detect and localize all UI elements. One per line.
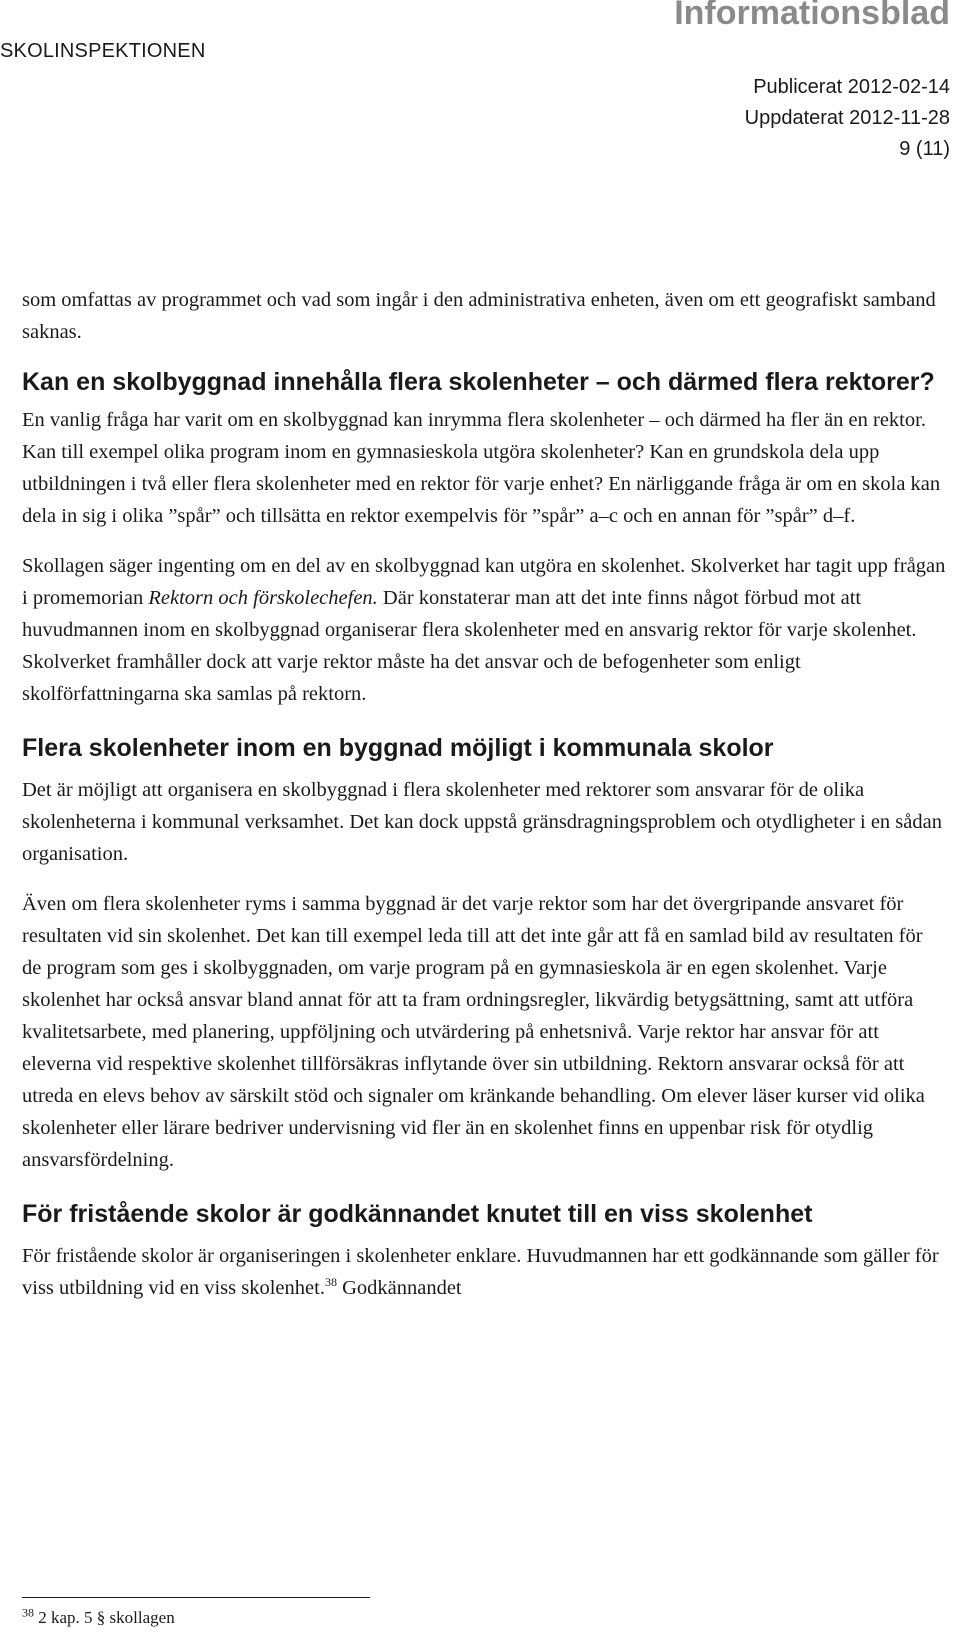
- footnote-text: 2 kap. 5 § skollagen: [38, 1608, 175, 1627]
- paragraph-continuation: som omfattas av programmet och vad som ingår i den administrativa enheten, även om ett geografiskt samband saknas.: [22, 289, 936, 343]
- question-heading: Kan en skolbyggnad innehålla flera skolenheter – och därmed flera rektorer?: [22, 368, 935, 396]
- footnote-divider: [22, 1597, 370, 1598]
- footnote: [22, 1605, 175, 1628]
- paragraph-text: Godkännandet: [342, 1277, 462, 1299]
- paragraph-responsibility: Även om flera skolenheter ryms i samma byggnad är det varje rektor som har det övergripande ansvaret för resultaten vid sin skolenhet. Det kan till exempel leda till att det inte går att få en samlad bild av resultaten för de program som ges i skolbyggnaden, om varje program på en gymnasieskola är en egen skolenhet. Varje skolenhet har också ansvar bland annat för att ta fram ordningsregler, likvärdig betygsättning, samt att utföra kvalitetsarbete, med planering, uppföljning och utvärdering på enhetsnivå. Varje rektor har ansvar för att eleverna vid respektive skolenhet tillförsäkras inflytande över sin utbildning. Rektorn ansvarar också för att utreda en elevs behov av särskilt stöd och signaler om kränkande behandling. Om elever läser kurser vid olika skolenheter eller lärare bedriver undervisning vid fler än en skolenhet finns en uppenbar risk för otydlig ansvarsfördelning.: [22, 893, 925, 1171]
- page-number: 9 (11): [899, 138, 950, 160]
- section-heading-municipal: Flera skolenheter inom en byggnad möjligt i kommunala skolor: [22, 734, 774, 762]
- footnote-number: 38: [22, 1605, 34, 1620]
- footnote-reference[interactable]: 38: [324, 1275, 337, 1290]
- paragraph-independent: [22, 1240, 947, 1304]
- paragraph-question: En vanlig fråga har varit om en skolbyggnad kan inrymma flera skolenheter – och därmed ha fler än en rektor. Kan till exempel olika program inom en gymnasieskola utgöra skolenheter? Kan en grundskola dela upp utbildningen i två eller flera skolenheter med en rektor för varje enhet? En närliggande fråga är om en skola kan dela in sig i olika ”spår” och tillsätta en rektor exempelvis för ”spår” a–c och en annan för ”spår” d–f.: [22, 409, 941, 527]
- document-type-title: Informationsblad: [674, 0, 950, 32]
- section-heading-independent: För fristående skolor är godkännandet knutet till en viss skolenhet: [22, 1200, 813, 1228]
- document-meta: [745, 72, 950, 165]
- paragraph-text: För fristående skolor är organiseringen i skolenheter enklare. Huvudmannen har ett godkännande som gäller för viss utbildning vid en viss skolenhet.: [22, 1245, 939, 1299]
- paragraph-municipal: Det är möjligt att organisera en skolbyggnad i flera skolenheter med rektorer som ansvarar för de olika skolenheterna i kommunal verksamhet. Det kan dock uppstå gränsdragningsproblem och otydligheter i en sådan organisation.: [22, 779, 942, 865]
- published-date: Publicerat 2012-02-14: [753, 76, 950, 98]
- organization-name: SKOLINSPEKTIONEN: [0, 40, 206, 62]
- document-body: [22, 284, 947, 1322]
- paragraph-skollagen: [22, 550, 947, 710]
- paragraph-text: Där konstaterar man att det inte finns något förbud mot att huvudmannen inom en skolbyggnad organiserar flera skolenheter med en ansvarig rektor för varje skolenhet. Skolverket framhåller dock att varje rektor måste ha det ansvar och de befogenheter som enligt skolförfattningarna ska samlas på rektorn.: [22, 587, 917, 705]
- memo-title: Rektorn och förskolechefen.: [148, 587, 378, 609]
- updated-date: Uppdaterat 2012-11-28: [744, 107, 950, 129]
- paragraph-text: Skollagen säger ingenting om en del av en skolbyggnad kan utgöra en skolenhet. Skolverket har tagit upp frågan i promemorian: [22, 555, 946, 609]
